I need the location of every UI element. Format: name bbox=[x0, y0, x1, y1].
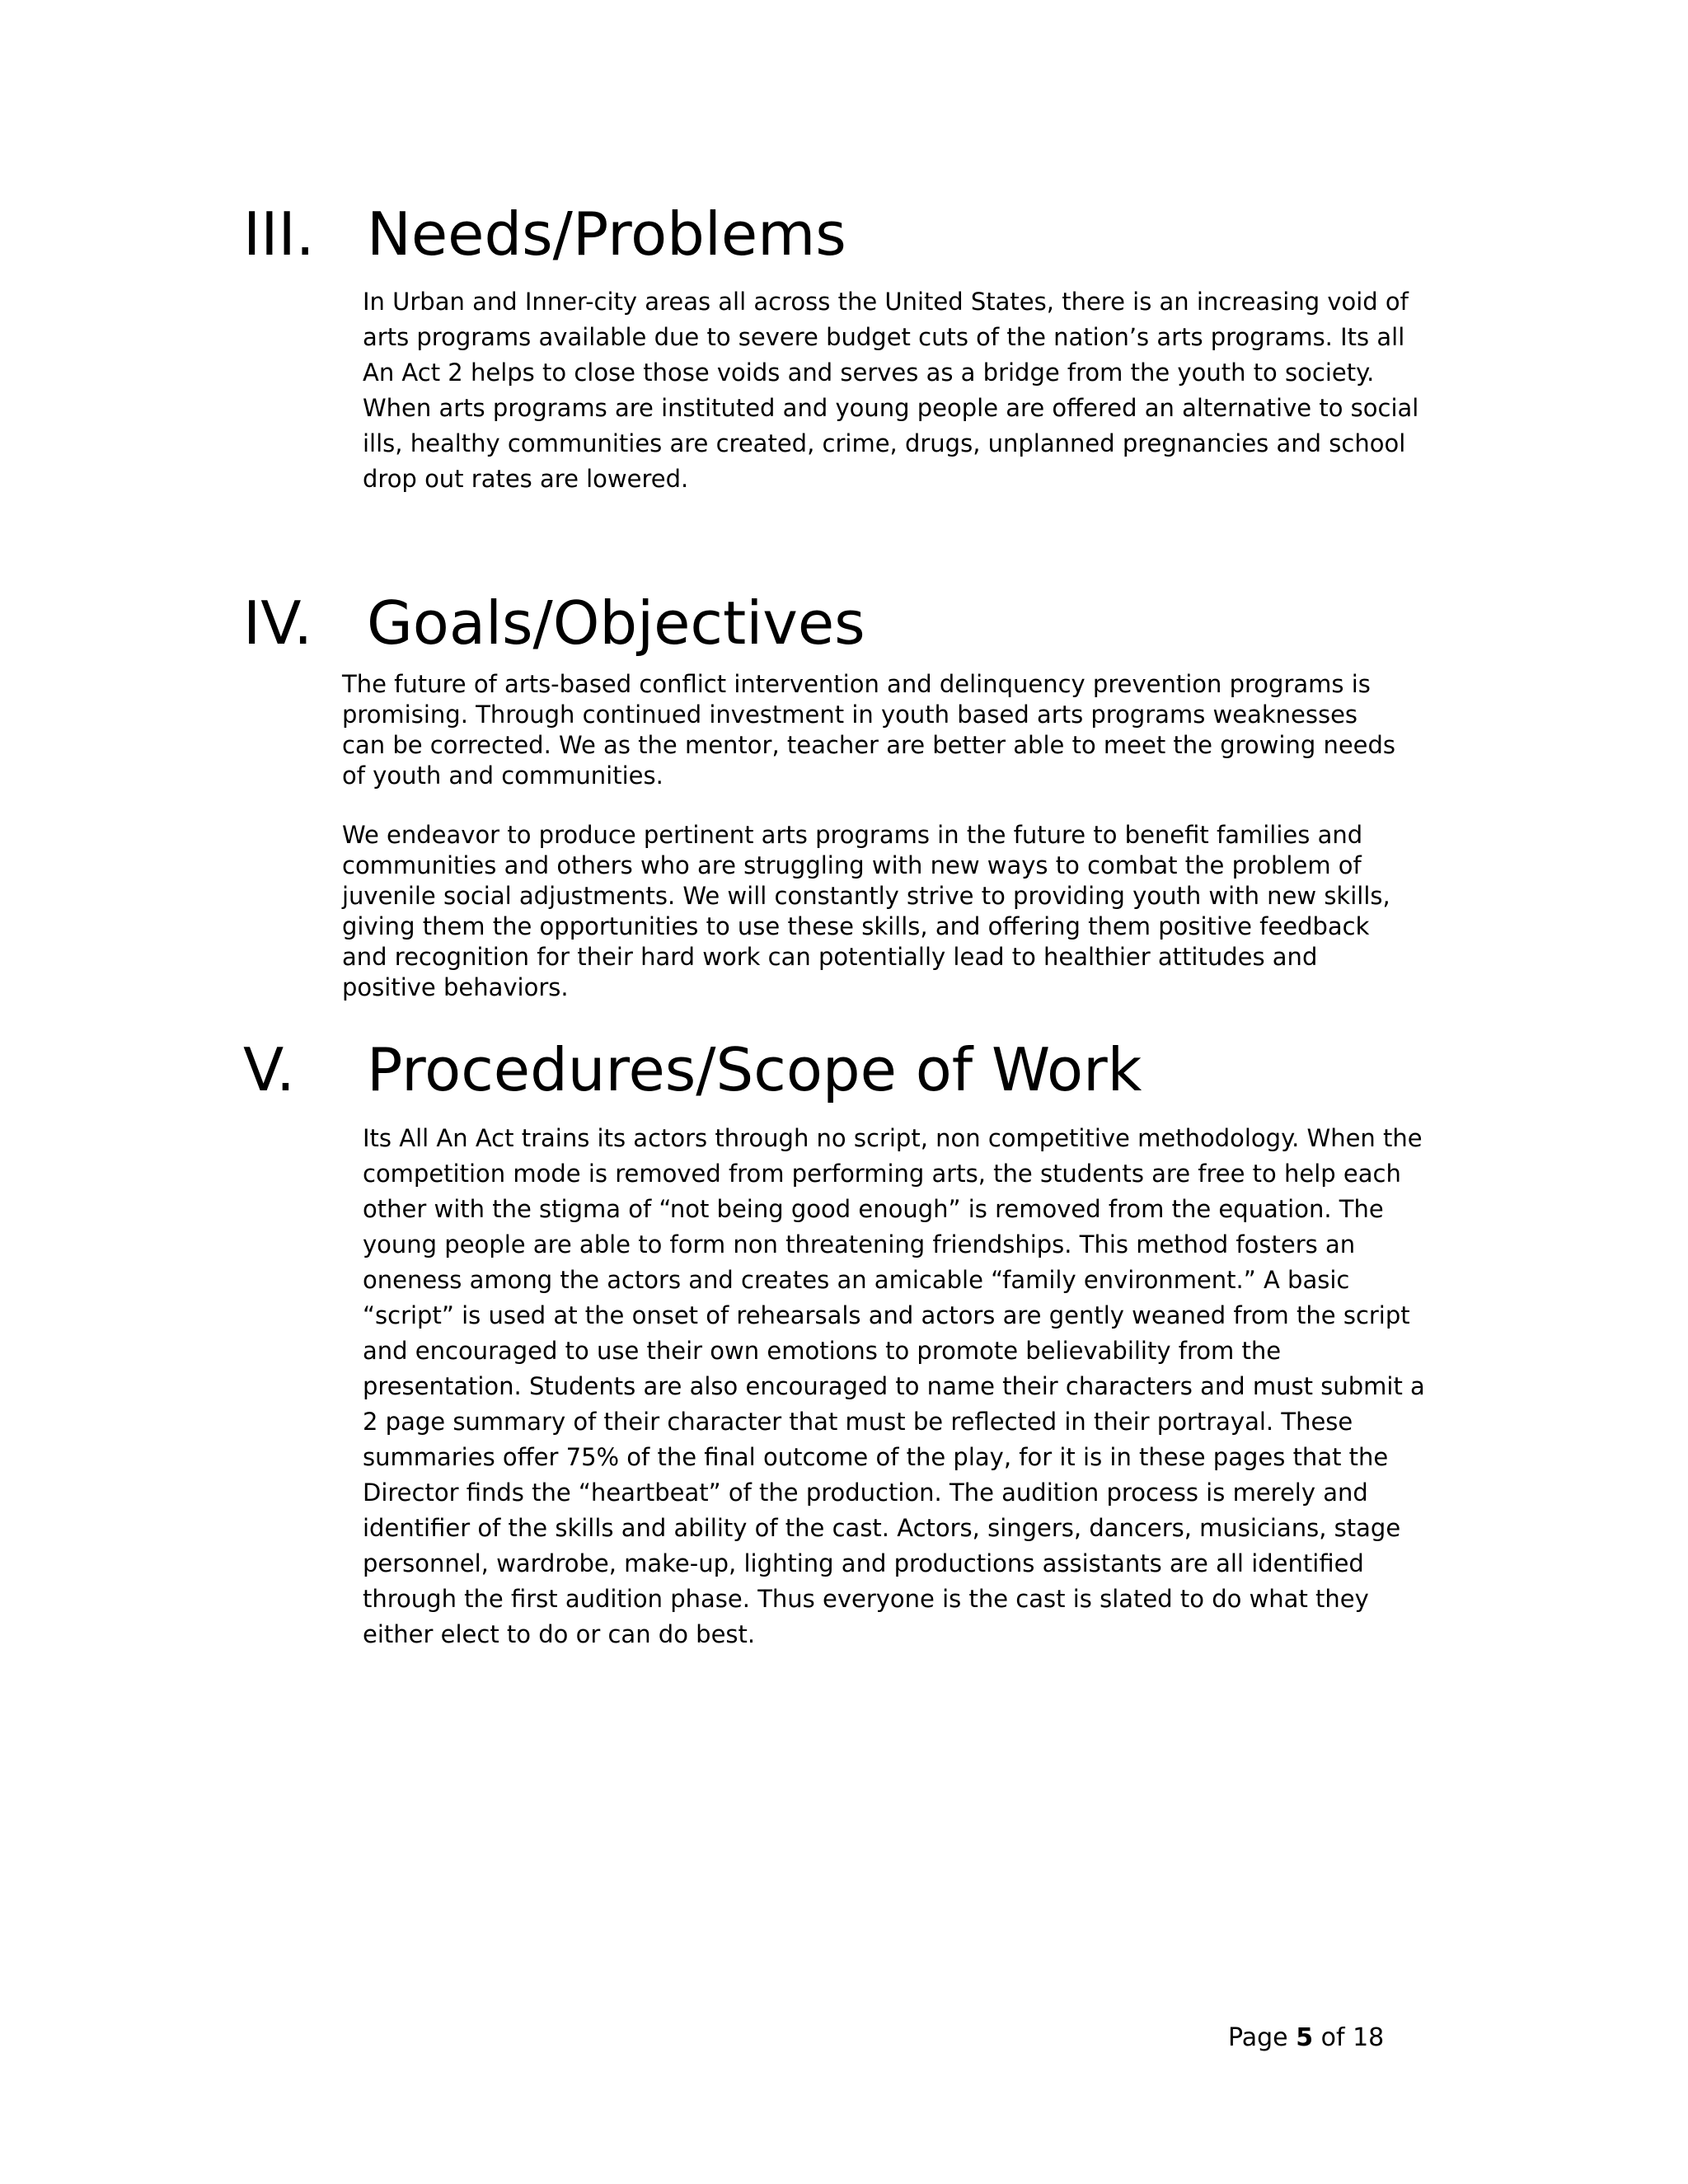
section-title: Procedures/Scope of Work bbox=[367, 1035, 1142, 1104]
section-numeral: III. bbox=[243, 199, 315, 269]
of-label: of bbox=[1320, 2023, 1345, 2052]
section-title: Goals/Objectives bbox=[367, 588, 865, 658]
goals-objectives-paragraph-1: The future of arts-based conflict intervention and delinquency prevention programs is promising. Through continued investment in youth based arts programs weaknesses can be corrected. We as the mentor, teacher are better able to meet the growing needs of youth and communities. bbox=[342, 670, 1396, 790]
section-numeral: V. bbox=[243, 1035, 295, 1104]
procedures-scope-paragraph: Its All An Act trains its actors through no script, non competitive methodology. When the competition mode is removed from performing arts, the students are free to help each other with the stigma of “not being good enough” is removed from the equation. The young people are able to form non threatening friendships. This method fosters an oneness among the actors and creates an amicable “family environment.” A basic “script” is used at the onset of rehearsals and actors are gently weaned from the script and encouraged to use their own emotions to promote believability from the presentation. Students are also encouraged to name their characters and must submit a 2 page summary of their character that must be reflected in their portrayal. These summaries offer 75% of the final outcome of the play, for it is in these pages that the Director finds the “heartbeat” of the production. The audition process is merely and identifier of the skills and ability of the cast. Actors, singers, dancers, musicians, stage personnel, wardrobe, make-up, lighting and productions assistants are all identified through the first audition phase. Thus everyone is the cast is slated to do what they either elect to do or can do best. bbox=[363, 1124, 1425, 1648]
goals-objectives-paragraph-2: We endeavor to produce pertinent arts programs in the future to benefit families and communities and others who are struggling with new ways to combat the problem of juvenile social adjustments. We will constantly strive to providing youth with new skills, giving them the opportunities to use these skills, and offering them positive feedback and recognition for their hard work can potentially lead to healthier attitudes and positive behaviors. bbox=[342, 821, 1390, 1001]
section-title: Needs/Problems bbox=[367, 199, 846, 269]
section-numeral: IV. bbox=[243, 588, 313, 658]
current-page-number: 5 bbox=[1296, 2023, 1314, 2052]
total-pages: 18 bbox=[1353, 2023, 1385, 2052]
needs-problems-paragraph: In Urban and Inner-city areas all across the United States, there is an increasing void of arts programs available due to severe budget cuts of the nation’s arts programs. Its all An Act 2 helps to close those voids and serves as a bridge from the youth to society. When arts programs are instituted and young people are offered an alternative to social ills, healthy communities are created, crime, drugs, unplanned pregnancies and school drop out rates are lowered. bbox=[363, 288, 1419, 493]
page-label: Page bbox=[1228, 2023, 1288, 2052]
page-number bbox=[1228, 2023, 1384, 2052]
